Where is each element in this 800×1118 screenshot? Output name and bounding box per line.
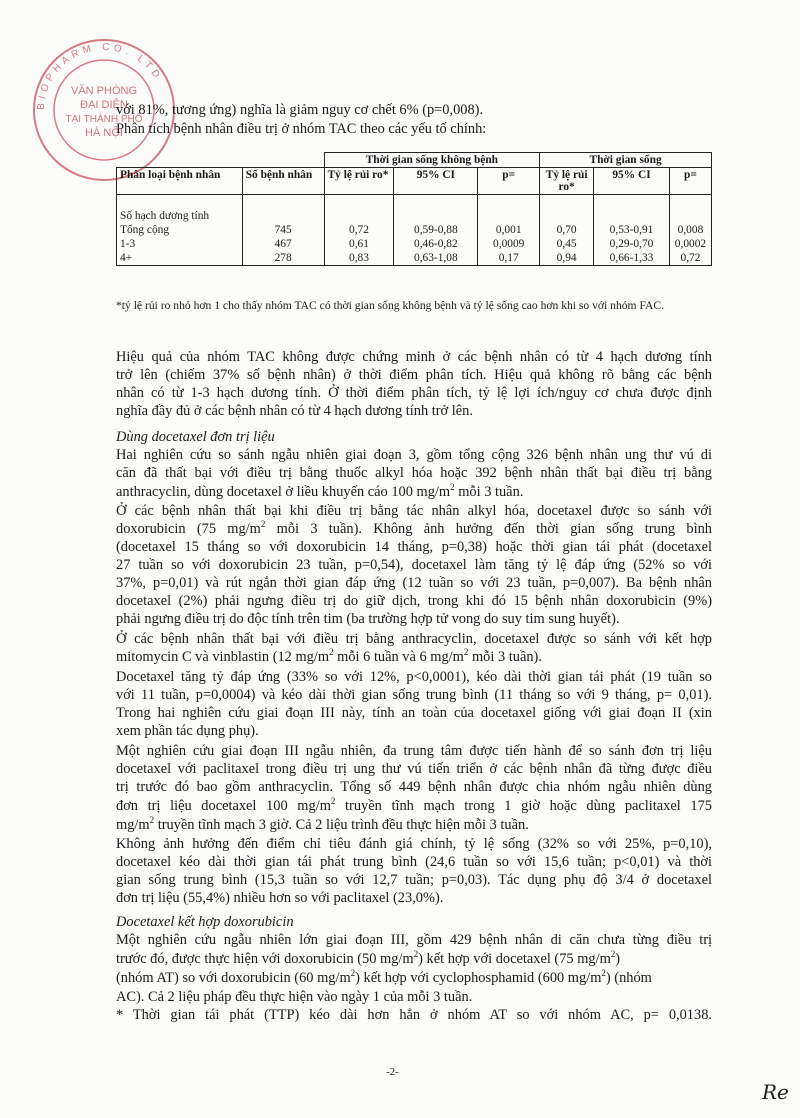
stamp-line-3: TẠI THÀNH PHỐ: [65, 114, 143, 125]
para3-line: (docetaxel 15 tháng so với doxorubicin 14 tháng, p=0,38) hoặc thời gian tái phát (docetaxel: [116, 539, 712, 555]
para3-line: phải ngưng điều trị do độc tính trên tim (ba trường hợp tử vong do suy tim sung huyết).: [116, 611, 620, 627]
table-row: 1-3 467 0,61 0,46-0,82 0,0009 0,45 0,29-0,70 0,0002: [117, 237, 712, 251]
table-row: Tổng cộng 745 0,72 0,59-0,88 0,001 0,70 0,53-0,91 0,008: [117, 223, 712, 237]
para6-line: đơn trị liệu (55,4%) nhiều hơn so với paclitaxel (23,0%).: [116, 890, 444, 906]
para5-line: đơn trị liệu docetaxel 100 $mg/m^2$ truyền tĩnh mạch trong 1 giờ hoặc dùng paclitaxel 175: [116, 796, 712, 814]
results-table: [116, 152, 712, 266]
para7-line: AC). Cả 2 liệu pháp đều thực hiện vào ngày 1 của mỗi 3 tuần.: [116, 989, 473, 1005]
para3-line: docetaxel (2%) phải ngưng điều trị do giữ dịch, trong khi đó 15 bệnh nhân doxorubicin (9%): [116, 593, 712, 609]
section-heading-monotherapy: Dùng docetaxel đơn trị liệu: [116, 429, 275, 445]
para2-line: Hai nghiên cứu so sánh ngẫu nhiên giai đoạn 3, gồm tổng cộng 326 bệnh nhân ung thư vú di: [116, 447, 712, 463]
table-footnote: *tỷ lệ rủi ro nhỏ hơn 1 cho thấy nhóm TAC có thời gian sống không bệnh và tỷ lệ sống cao hơn khi so với nhóm FAC.: [116, 299, 665, 312]
para7-line: (nhóm AT) so với doxorubicin (60 $mg/m^2$) kết hợp với cyclophosphamid (600 $mg/m^2$) (nhóm: [116, 968, 652, 986]
para5-line: trị trước đó bao gồm anthracyclin. Tổng số 449 bệnh nhân được chia nhóm ngẫu nhiên dùng: [116, 779, 712, 795]
para1-line: trở lên (chiếm 37% số bệnh nhân) ở thời điểm phân tích. Hiệu quả không rõ bằng các bệnh: [116, 367, 712, 383]
para4-line: xem phần tác dụng phụ).: [116, 723, 259, 739]
page-number: -2-: [386, 1066, 399, 1078]
para7-line: trước đó, được thực hiện với doxorubicin (50 $mg/m^2$) kết hợp với docetaxel (75 $mg/m^2$): [116, 949, 621, 967]
para4-line: mitomycin C và vinblastin (12 $mg/m^2$ mỗi 6 tuần và 6 $mg/m^2$ mỗi 3 tuần).: [116, 647, 542, 665]
intro-line-1: với 81%, tương ứng) nghĩa là giảm nguy cơ chết 6% (p=0,008).: [116, 102, 484, 118]
para6-line: gian sống trung bình (15,3 tuần so với 12,7 tuần; p=0,03). Tác dụng phụ độ 3/4 ở docetaxel: [116, 872, 712, 888]
para3-line: 27 tuần so với doxorubicin 23 tuần, p=0,54), docetaxel làm tăng tỷ lệ đáp ứng (52% so với: [116, 557, 712, 573]
para5-line: $mg/m^2$ truyền tĩnh mạch 3 giờ. Cả 2 liệu trình đều thực hiện mỗi 3 tuần.: [116, 815, 529, 833]
handwritten-initials: Re: [762, 1080, 789, 1104]
para1-line: nhân có từ 1-3 hạch dương tính. Ở thời điểm phân tích, tỷ lệ lợi ích/nguy cơ chưa được định: [116, 385, 712, 401]
stamp-line-2: ĐẠI DIỆN: [80, 99, 128, 111]
stamp-line-1: VĂN PHÒNG: [70, 85, 138, 97]
col-header-hr-os: Tỷ lệ rủi ro*: [540, 168, 594, 195]
col-header-ci-dfs: 95% CI: [394, 168, 478, 195]
col-header-hr-dfs: Tỷ lệ rủi ro*: [324, 168, 394, 195]
para6-line: Không ảnh hưởng đến điểm chỉ tiêu đánh giá chính, tỷ lệ sống (32% so với 25%, p=0,10),: [116, 836, 712, 852]
section-label: Số hạch dương tính: [117, 209, 243, 223]
para4-line: với 11 tuần, p=0,0004) và kéo dài thời gian sống trung bình (11 tháng so với 9 tháng, p= 0,01).: [116, 687, 712, 703]
col-header-ci-os: 95% CI: [594, 168, 670, 195]
para1-line: nghĩa đầy đủ ở các bệnh nhân có từ 4 hạch dương tính trở lên.: [116, 403, 473, 419]
col-header-p-os: p=: [669, 168, 711, 195]
group-header-os: Thời gian sống: [540, 153, 712, 168]
para2-line: anthracyclin, dùng docetaxel ở liều khuyến cáo 100 $mg/m^2$ mỗi 3 tuần.: [116, 482, 524, 500]
intro-line-2: Phân tích bệnh nhân điều trị ở nhóm TAC theo các yếu tố chính:: [116, 121, 487, 137]
para1-line: Hiệu quả của nhóm TAC không được chứng minh ở các bệnh nhân có từ 4 hạch dương tính: [116, 349, 712, 365]
col-header-p-dfs: p=: [478, 168, 540, 195]
para5-line: docetaxel với paclitaxel trong điều trị ung thư vú tiến triển ở các bệnh nhân đã từng được điều: [116, 761, 712, 777]
stamp-line-4: HÀ NỘI: [85, 127, 123, 139]
section-heading-combination: Docetaxel kết hợp doxorubicin: [116, 914, 294, 930]
para5-line: Một nghiên cứu giai đoạn III ngẫu nhiên, đa trung tâm được tiến hành để so sánh đơn trị liệu: [116, 743, 712, 759]
para7-line: * Thời gian tái phát (TTP) kéo dài hơn hẳn ở nhóm AT so với nhóm AC, p= 0,0138.: [116, 1007, 712, 1023]
para3-line: doxorubicin (75 $mg/m^2$ mỗi 3 tuần). Không ảnh hưởng đến thời gian sống trung bình: [116, 519, 712, 537]
para3-line: Ở các bệnh nhân thất bại khi điều trị bằng tác nhân alkyl hóa, docetaxel được so sánh với: [116, 503, 712, 519]
para3-line: 37%, p=0,01) và rút ngắn thời gian đáp ứng (12 tuần so với 23 tuần, p=0,007). Ba bệnh nhân: [116, 575, 712, 591]
stamp-ring-text: BIOPHARM CO. LTD: [35, 41, 164, 111]
para4-line: Docetaxel tăng tỷ đáp ứng (33% so với 12%, p<0,0001), kéo dài thời gian tái phát (19 tuần so: [116, 669, 712, 685]
para6-line: docetaxel kéo dài thời gian tái phát trung bình (24,6 tuần so với 15,6 tuần; p<0,01) và thời: [116, 854, 712, 870]
para4-line: Trong hai nghiên cứu giai đoạn III này, tính an toàn của docetaxel giống với giai đoạn II (xin: [116, 705, 712, 721]
para4-line: Ở các bệnh nhân thất bại với điều trị bằng anthracyclin, docetaxel được so sánh với kết hợp: [116, 631, 712, 647]
col-header-category: Phân loại bệnh nhân: [117, 168, 243, 195]
col-header-count: Số bệnh nhân: [242, 168, 324, 195]
para2-line: căn đã thất bại với điều trị bằng thuốc alkyl hóa hoặc 392 bệnh nhân thất bại điều trị bằng: [116, 465, 712, 481]
group-header-dfs: Thời gian sống không bệnh: [324, 153, 540, 168]
para7-line: Một nghiên cứu ngẫu nhiên lớn giai đoạn III, gồm 429 bệnh nhân di căn chưa từng điều trị: [116, 932, 712, 948]
table-row: 4+ 278 0,83 0,63-1,08 0,17 0,94 0,66-1,33 0,72: [117, 251, 712, 266]
